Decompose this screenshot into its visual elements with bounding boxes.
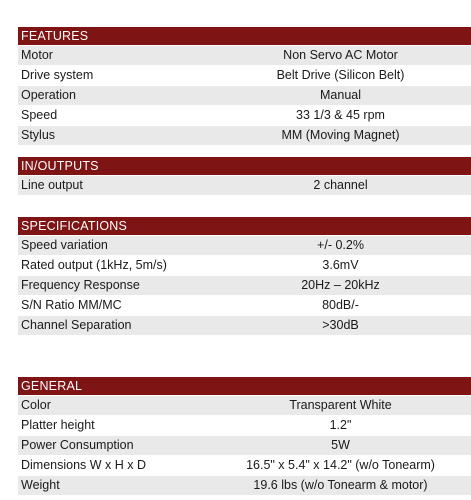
spec-label: S/N Ratio MM/MC [21,298,122,312]
inoutputs-section [18,157,471,195]
general-section [18,377,471,495]
spec-label: Speed [21,108,58,122]
spec-value: 20Hz – 20kHz [301,278,380,292]
spec-row [18,85,471,105]
spec-label: Platter height [21,418,95,432]
spec-value: +/- 0.2% [317,238,364,252]
spec-value: 1.2" [329,418,352,432]
spec-value: MM (Moving Magnet) [281,128,400,142]
spec-value: 16.5" x 5.4" x 14.2" (w/o Tonearm) [246,458,435,472]
spec-value: 19.6 lbs (w/o Tonearm & motor) [253,478,428,492]
spec-label: Frequency Response [21,278,140,292]
spec-row [18,395,471,415]
spec-row [18,455,471,475]
spec-label: Weight [21,478,60,492]
features-header: FEATURES [18,27,471,45]
spec-row [18,45,471,65]
spec-value: Transparent White [289,398,392,412]
spec-row [18,295,471,315]
spec-label: Drive system [21,68,94,82]
general-header: GENERAL [18,377,471,395]
spec-value: 3.6mV [322,258,359,272]
spec-row [18,275,471,295]
spec-value: 80dB/- [322,298,359,312]
spec-label: Channel Separation [21,318,132,332]
spec-row [18,65,471,85]
spec-row [18,235,471,255]
spec-value: Manual [320,88,361,102]
spec-value: 33 1/3 & 45 rpm [296,108,385,122]
spec-row [18,105,471,125]
spec-label: Dimensions W x H x D [21,458,147,472]
spec-value: Non Servo AC Motor [283,48,398,62]
spec-label: Operation [21,88,76,102]
spec-label: Speed variation [21,238,108,252]
spec-label: Color [21,398,51,412]
features-section [18,27,471,145]
spec-label: Rated output (1kHz, 5m/s) [21,258,167,272]
specifications-section [18,217,471,355]
specifications-header: SPECIFICATIONS [18,217,471,235]
spec-row [18,125,471,145]
empty-row [18,335,471,355]
spec-row [18,255,471,275]
spec-label: Line output [21,178,83,192]
spec-row [18,175,471,195]
spec-row [18,315,471,335]
spec-value: 5W [331,438,350,452]
spec-value: Belt Drive (Silicon Belt) [276,68,405,82]
spec-row [18,475,471,495]
spec-label: Power Consumption [21,438,134,452]
spec-value: 2 channel [313,178,368,192]
spec-value: >30dB [322,318,359,332]
spec-row [18,435,471,455]
inoutputs-header: IN/OUTPUTS [18,157,471,175]
spec-label: Stylus [21,128,56,142]
spec-label: Motor [21,48,53,62]
spec-row [18,415,471,435]
